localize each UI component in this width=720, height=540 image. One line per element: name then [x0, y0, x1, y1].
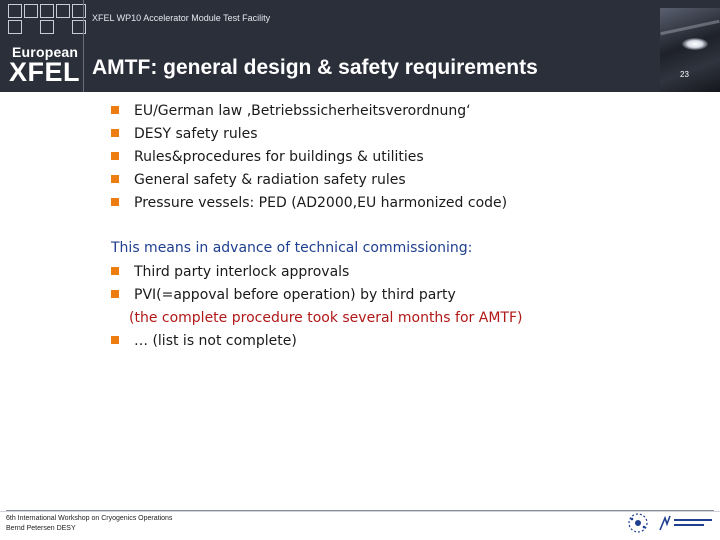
footer-credits — [6, 514, 172, 534]
bullet-icon — [111, 290, 119, 298]
list-item-text: PVI(=appoval before operation) by third party — [134, 287, 456, 303]
bullet-icon — [111, 267, 119, 275]
bullet-icon — [111, 129, 119, 137]
footer-workshop: 6th International Workshop on Cryogenics Operations — [6, 515, 173, 522]
list-item-text: Rules&procedures for buildings & utilities — [134, 149, 424, 165]
bullet-icon — [111, 336, 119, 344]
list-item-text: Third party interlock approvals — [134, 264, 350, 280]
bullet-icon — [111, 106, 119, 114]
note-text: (the complete procedure took several months for AMTF) — [129, 310, 523, 326]
header-divider — [83, 0, 84, 92]
list-item — [111, 264, 349, 282]
facility-name: XFEL WP10 Accelerator Module Test Facility — [92, 13, 271, 23]
means-heading: This means in advance of technical commissioning: — [111, 240, 473, 256]
list-item — [111, 195, 507, 213]
partner-logo-icon — [627, 512, 649, 534]
bullet-icon — [111, 175, 119, 183]
list-item-text: … (list is not complete) — [134, 333, 297, 349]
list-item-text: Pressure vessels: PED (AD2000,EU harmonized code) — [134, 195, 508, 211]
helmholtz-logo-icon — [658, 514, 716, 532]
slide-number: 23 — [680, 70, 689, 79]
bullet-icon — [111, 152, 119, 160]
header-photo — [660, 8, 720, 92]
list-item — [111, 172, 406, 190]
slide-header — [0, 0, 720, 92]
logo-xfel: XFEL — [9, 57, 81, 87]
slide-title: AMTF: general design & safety requirements — [92, 56, 538, 79]
list-item — [111, 287, 456, 305]
list-item — [111, 126, 258, 144]
list-item — [111, 103, 471, 121]
list-item — [111, 333, 297, 351]
logo-european: European — [12, 44, 79, 60]
list-item-text: General safety & radiation safety rules — [134, 172, 406, 188]
list-item — [111, 149, 424, 167]
footer-divider-light — [0, 511, 720, 512]
list-item-text: DESY safety rules — [134, 126, 258, 142]
list-item-text: EU/German law ‚Betriebssicherheitsverordnung‘ — [134, 103, 471, 119]
footer-author: Bernd Petersen DESY — [6, 525, 76, 532]
bullet-icon — [111, 198, 119, 206]
